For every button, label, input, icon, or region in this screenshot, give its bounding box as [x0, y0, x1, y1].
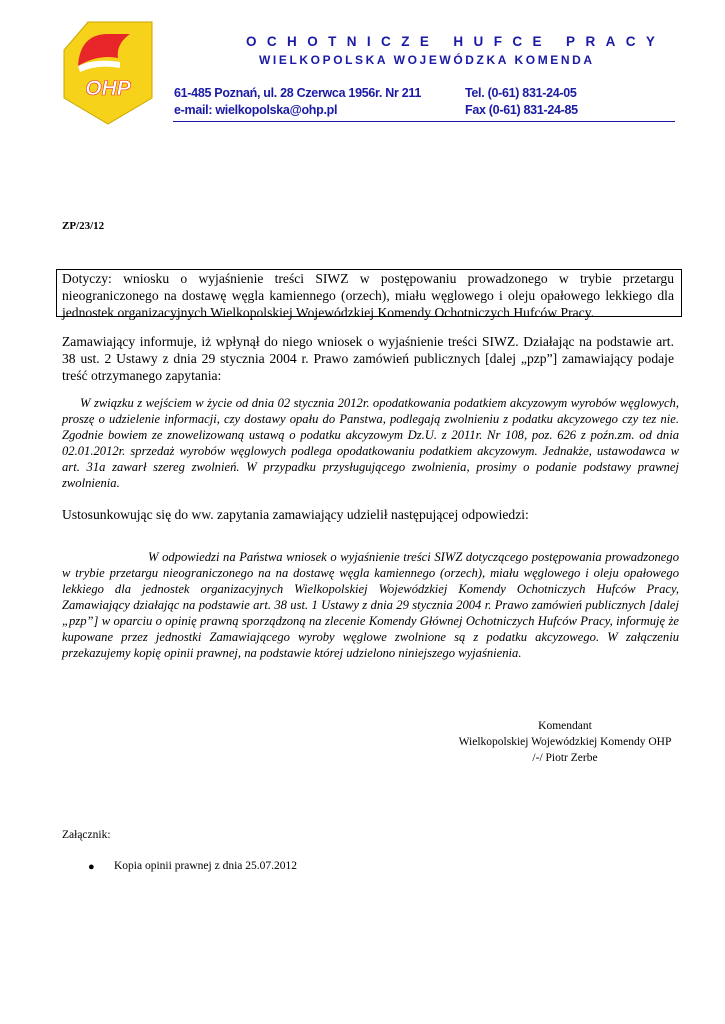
- question-paragraph: W związku z wejściem w życie od dnia 02 stycznia 2012r. opodatkowania podatkiem akcyzowym wyrobów węglowych, proszę o udzielenie informacji, czy dostawy opału do Panstwa, podlegają zwolnieniu z podatku akcyzowego czy tez nie. Zgodnie bowiem ze znowelizowaną ustawą o podatku akcyzowym Dz.U. z 2011r. Nr 108, poz. 626 z poźn.zm. od dnia 02.01.2012r. sprzedaż wyrobów węglowych podlega opodatkowaniu podatkiem akcyzowym. Jednakże, ustawodawca w art. 31a zawarł szereg zwolnień. W przypadku przysługującego zwolnienia, prosimy o podanie podstawy prawnej zwolnienia.: [62, 396, 679, 490]
- ohp-logo: [58, 20, 158, 126]
- signature-block: [430, 718, 700, 766]
- answer-paragraph: W odpowiedzi na Państwa wniosek o wyjaśnienie treści SIWZ dotyczącego postępowania prowadzonego w trybie przetargu nieograniczonego na na dostawę węgla kamiennego (orzech), miału węglowego i oleju opałowego lekkiego dla jednostek organizacyjnych Wielkopolskiej Wojewódzkiej Komendy Ochotniczych Hufców Pracy, Zamawiający działając na podstawie art. 38 ust. 1 Ustawy z dnia 29 stycznia 2004 r. Prawo zamówień publicznych [dalej „pzp”] w oparciu o opinię prawną sporządzoną na zlecenie Komendy Głównej Ochotniczych Hufców Pracy, informuję że kupowane przez jednostki Zamawiającego wyroby węglowe zwolnione są z podatku akcyzowego. W załączeniu przekazujemy kopię opinii prawnej, na podstawie której udzielono niniejszego wyjaśnienia.: [62, 550, 679, 660]
- signature-unit: Wielkopolskiej Wojewódzkiej Komendy OHP: [458, 736, 672, 748]
- org-name-line2: WIELKOPOLSKA WOJEWÓDZKA KOMENDA: [259, 53, 595, 67]
- email-link[interactable]: e-mail: wielkopolska@ohp.pl: [174, 103, 338, 117]
- subject-text: Dotyczy: wniosku o wyjaśnienie treści SIWZ w postępowaniu prowadzonego w trybie przetargu nieograniczonego na dostawę węgla kamiennego (orzech), miału węglowego i oleju opałowego lekkiego dla jednostek organizacyjnych Wielkopolskiej Wojewódzkiej Komendy Ochotniczych Hufców Pracy.: [62, 271, 674, 320]
- signature-name: /-/ Piotr Zerbe: [532, 752, 598, 764]
- reference-number: ZP/23/12: [62, 220, 105, 232]
- intro-paragraph: Zamawiający informuje, iż wpłynął do niego wniosek o wyjaśnienie treści SIWZ. Działając na podstawie art. 38 ust. 2 Ustawy z dnia 29 stycznia 2004 r. Prawo zamówień publicznych [dalej „pzp”] zamawiający podaje treść otrzymanego zapytania:: [62, 334, 674, 383]
- response-intro: Ustosunkowując się do ww. zapytania zamawiający udzielił następującej odpowiedzi:: [62, 507, 529, 522]
- attachments-label: Załącznik:: [62, 829, 111, 841]
- bullet-icon: ●: [88, 861, 95, 873]
- attachment-item: Kopia opinii prawnej z dnia 25.07.2012: [114, 860, 298, 872]
- telephone: Tel. (0-61) 831-24-05: [465, 86, 577, 100]
- address: 61-485 Poznań, ul. 28 Czerwca 1956r. Nr 211: [174, 86, 421, 100]
- logo-text: OHP: [85, 77, 131, 100]
- fax: Fax (0-61) 831-24-85: [465, 103, 578, 117]
- org-name-line1: OCHOTNICZE HUFCE PRACY: [246, 34, 666, 49]
- header-divider: [173, 121, 675, 122]
- signature-title: Komendant: [538, 720, 592, 732]
